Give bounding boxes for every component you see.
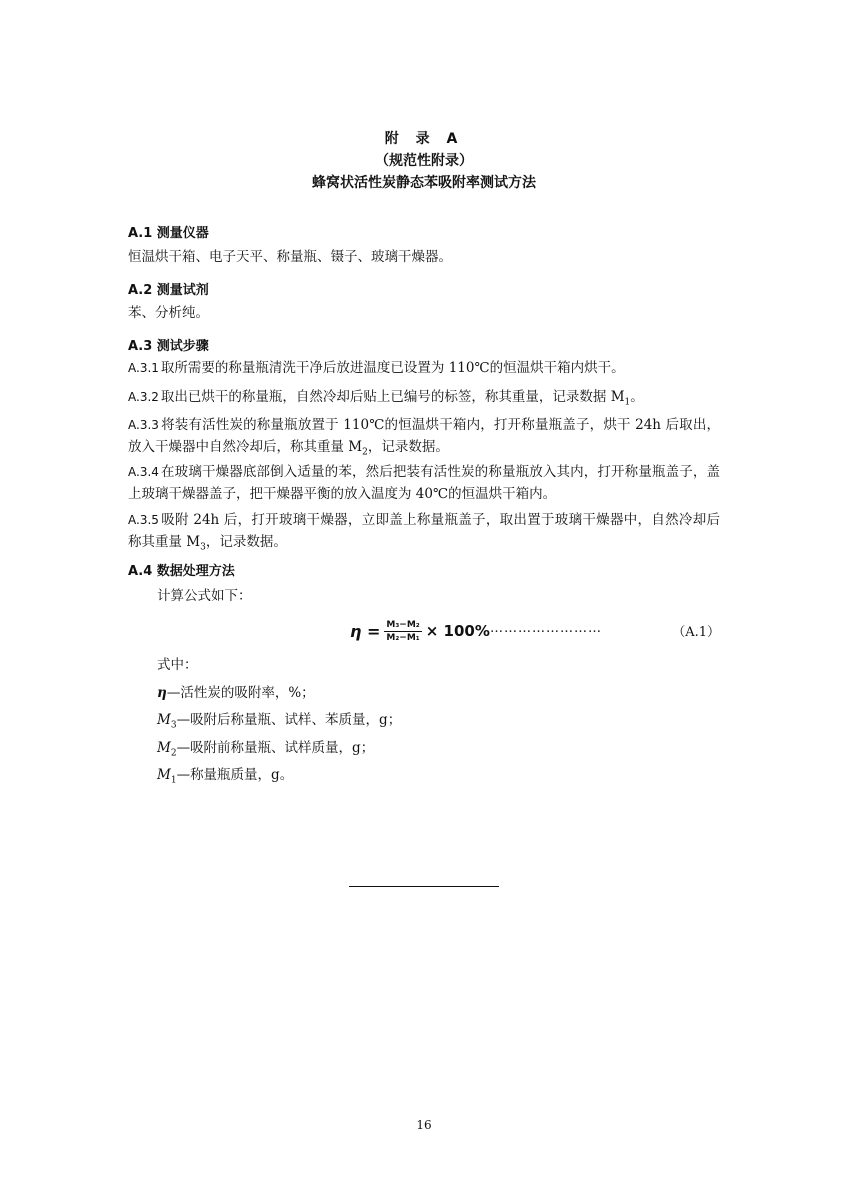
formula-rhs: × 100%: [425, 622, 490, 640]
formula-fraction: [384, 619, 421, 644]
appendix-label: 附 录 A: [384, 131, 464, 147]
subscript: 3: [170, 720, 177, 731]
definition-eta: [157, 682, 315, 704]
formula-leader-dots: ……………………: [490, 621, 602, 636]
equation-number: （A.1）: [672, 625, 720, 640]
section-heading-a4: A.4 数据处理方法: [128, 564, 235, 579]
section-text-a2: 苯、分析纯。: [128, 305, 209, 321]
step-a3-1: [128, 357, 720, 379]
formula: [350, 613, 490, 649]
page-number: 16: [416, 1118, 432, 1132]
step-text: 将装有活性炭的称量瓶放置于 110℃的恒温烘干箱内，打开称量瓶盖子，烘干 24h 后取出，放入干燥器中自然冷却后，称其重量 M: [128, 417, 720, 455]
step-text-end: ，记录数据。: [367, 439, 449, 455]
step-number: A.3.1: [128, 361, 159, 375]
definition-m2: [157, 737, 374, 765]
appendix-title: 蜂窝状活性炭静态苯吸附率测试方法: [312, 175, 536, 191]
step-a3-3: [128, 414, 720, 464]
section-heading-a1: A.1 测量仪器: [128, 226, 209, 241]
subscript: 3: [200, 542, 206, 553]
step-text: 吸附 24h 后，打开玻璃干燥器，立即盖上称量瓶盖子，取出置于玻璃干燥器中，自然冷却后称其重量 M: [128, 512, 720, 550]
definition-m1: [157, 764, 293, 792]
subscript: 1: [624, 397, 631, 408]
formula-denominator: M₂−M₁: [386, 632, 420, 643]
step-text: 取出已烘干的称量瓶，自然冷却后贴上已编号的标签，称其重量，记录数据 M: [160, 389, 625, 405]
formula-intro: 计算公式如下：: [157, 588, 252, 604]
step-number: A.3.5: [128, 513, 159, 527]
formula-numerator: M₃−M₂: [386, 619, 420, 630]
step-a3-5: [128, 509, 720, 559]
definition-text: —吸附后称量瓶、试样、苯质量，g；: [176, 712, 402, 728]
subscript: 2: [362, 447, 368, 458]
step-number: A.3.2: [128, 390, 159, 404]
definition-text: —吸附前称量瓶、试样质量，g；: [176, 740, 375, 756]
section-heading-a2: A.2 测量试剂: [128, 283, 209, 298]
step-number: A.3.3: [128, 418, 159, 432]
formula-row: [128, 613, 720, 649]
step-a3-2: [128, 386, 720, 414]
step-text: 在玻璃干燥器底部倒入适量的苯，然后把装有活性炭的称量瓶放入其内，打开称量瓶盖子，盖上玻璃干燥器盖子，把干燥器平衡的放入温度为 40℃的恒温烘干箱内。: [128, 464, 720, 502]
section-heading-a3: A.3 测试步骤: [128, 339, 209, 354]
definition-symbol: M: [157, 712, 171, 728]
definition-symbol: η: [157, 685, 167, 701]
step-number: A.3.4: [128, 465, 159, 479]
definition-m3: [157, 709, 401, 737]
definition-text: —称量瓶质量，g。: [176, 767, 294, 783]
step-text-end: 。: [630, 389, 644, 405]
step-a3-4: [128, 461, 720, 505]
step-text: 取所需要的称量瓶清洗干净后放进温度已设置为 110℃的恒温烘干箱内烘干。: [160, 360, 625, 376]
definition-symbol: M: [157, 767, 171, 783]
step-text-end: ，记录数据。: [205, 534, 287, 550]
definition-text: —活性炭的吸附率，%；: [166, 685, 315, 701]
section-text-a1: 恒温烘干箱、电子天平、称量瓶、镊子、玻璃干燥器。: [128, 249, 452, 265]
where-label: 式中：: [157, 657, 198, 673]
subscript: 1: [170, 775, 177, 786]
subscript: 2: [170, 748, 177, 759]
appendix-type: （规范性附录）: [375, 153, 473, 169]
definition-symbol: M: [157, 740, 171, 756]
formula-lhs: η =: [350, 621, 381, 641]
end-rule: [349, 886, 499, 887]
